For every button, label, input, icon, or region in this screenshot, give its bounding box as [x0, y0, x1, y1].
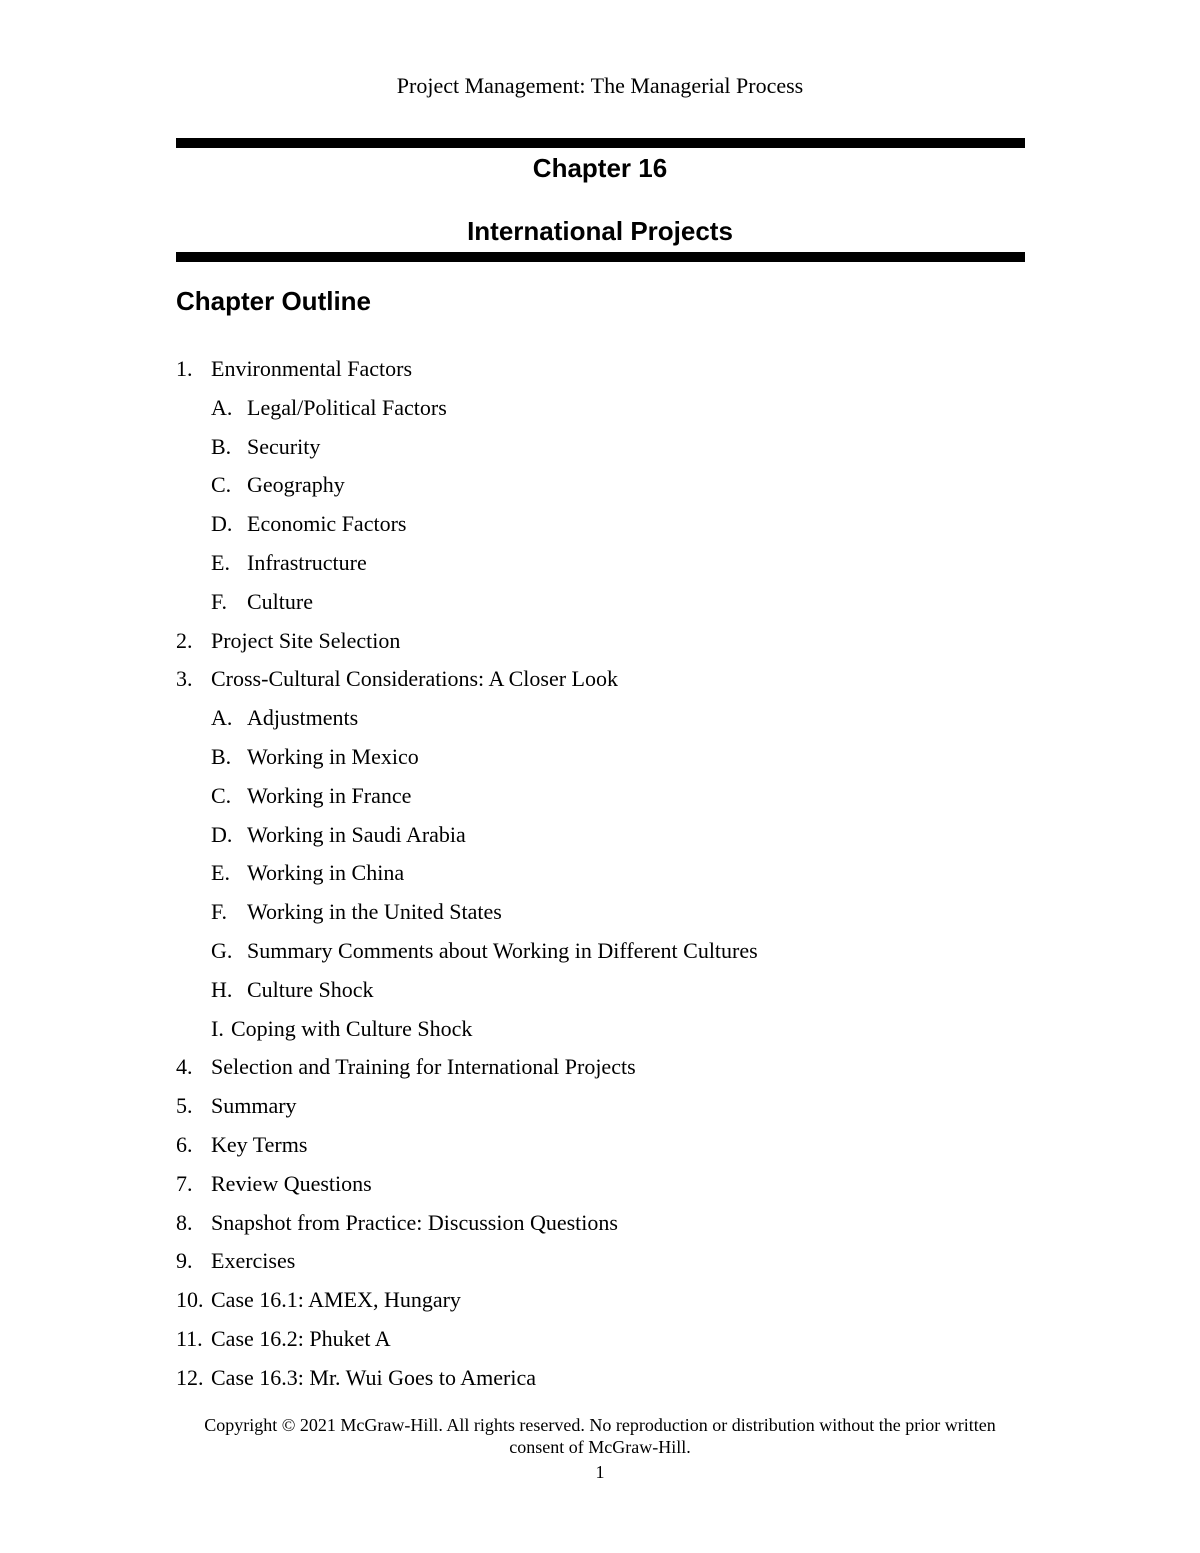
outline-item-text: Security [247, 433, 321, 459]
outline-item-key-terms [176, 1128, 1036, 1167]
outline-item-number: 4. [176, 1054, 193, 1080]
chapter-title: International Projects [467, 216, 733, 246]
outline-item-number: 1. [176, 356, 193, 381]
outline-item-number: I. [211, 1015, 224, 1041]
outline-item-text: Summary Comments about Working in Different Cultures [247, 937, 758, 963]
outline-item-text: Environmental Factors [211, 356, 413, 381]
outline-item-number: E. [211, 549, 230, 575]
outline-subitem-geography [176, 468, 1036, 507]
outline-item-text: Selection and Training for International Projects [211, 1054, 636, 1080]
outline-item-number: G. [211, 937, 233, 963]
outline-subitem-united-states [176, 895, 1036, 934]
outline-item-number: 8. [176, 1209, 193, 1235]
outline-item-text: Working in Saudi Arabia [247, 821, 466, 847]
outline-item-text: Culture [247, 588, 313, 614]
chapter-outline-list [176, 352, 1036, 1400]
page-number: 1 [595, 1462, 605, 1482]
outline-item-number: 6. [176, 1131, 193, 1157]
outline-item-text: Summary [211, 1093, 297, 1119]
outline-item-number: C. [211, 472, 232, 498]
outline-item-case-16-1 [176, 1283, 1036, 1322]
outline-item-text: Cross-Cultural Considerations: A Closer Look [211, 666, 618, 692]
outline-item-number: A. [211, 394, 233, 420]
outline-item-number: 11. [176, 1325, 203, 1351]
copyright-notice: Copyright © 2021 McGraw-Hill. All rights reserved. No reproduction or distribution without the prior written consent of McGraw-Hill. [204, 1415, 996, 1457]
chapter-number: Chapter 16 [532, 153, 668, 183]
outline-item-number: E. [211, 860, 230, 886]
outline-item-text: Working in China [247, 860, 405, 886]
outline-subitem-china [176, 856, 1036, 895]
outline-item-number: 12. [176, 1364, 204, 1390]
outline-item-number: D. [211, 821, 233, 847]
outline-heading: Chapter Outline [176, 286, 372, 316]
outline-item-text: Working in France [247, 782, 412, 808]
outline-item-case-16-3 [176, 1361, 1036, 1400]
outline-item-text: Exercises [211, 1248, 296, 1274]
outline-item-number: B. [211, 433, 232, 459]
outline-item-selection-training [176, 1050, 1036, 1089]
outline-item-number: 5. [176, 1093, 193, 1119]
outline-subitem-saudi-arabia [176, 818, 1036, 857]
outline-item-text: Snapshot from Practice: Discussion Questions [211, 1209, 618, 1235]
outline-item-summary [176, 1089, 1036, 1128]
outline-subitem-coping [176, 1012, 1036, 1051]
outline-item-text: Working in Mexico [247, 743, 419, 769]
outline-subitem-security [176, 430, 1036, 469]
outline-subitem-summary-comments [176, 934, 1036, 973]
outline-subitem-france [176, 779, 1036, 818]
outline-item-number: H. [211, 976, 233, 1002]
outline-item-number: 9. [176, 1248, 193, 1274]
outline-item-number: F. [211, 899, 227, 925]
outline-item-number: 7. [176, 1170, 193, 1196]
outline-item-number: D. [211, 511, 233, 537]
outline-item-number: A. [211, 705, 233, 731]
outline-subitem-culture-shock [176, 973, 1036, 1012]
outline-subitem-culture [176, 585, 1036, 624]
outline-subitem-infrastructure [176, 546, 1036, 585]
outline-item-number: B. [211, 743, 232, 769]
outline-item-number: F. [211, 588, 227, 614]
top-rule [176, 138, 1025, 148]
running-header: Project Management: The Managerial Process [396, 73, 804, 98]
outline-subitem-mexico [176, 740, 1036, 779]
outline-item-number: C. [211, 782, 232, 808]
outline-subitem-economic-factors [176, 507, 1036, 546]
outline-item-environmental-factors [176, 352, 1036, 391]
outline-item-text: Infrastructure [247, 549, 367, 575]
outline-item-case-16-2 [176, 1322, 1036, 1361]
outline-item-text: Case 16.1: AMEX, Hungary [211, 1287, 461, 1313]
outline-item-text: Key Terms [211, 1131, 308, 1157]
bottom-rule [176, 252, 1025, 262]
outline-item-project-site-selection [176, 624, 1036, 663]
outline-item-cross-cultural [176, 662, 1036, 701]
outline-item-text: Economic Factors [247, 511, 407, 537]
outline-item-text: Review Questions [211, 1170, 372, 1196]
outline-subitem-legal-political [176, 391, 1036, 430]
outline-item-text: Legal/Political Factors [247, 394, 447, 420]
outline-item-snapshot [176, 1206, 1036, 1245]
outline-item-text: Coping with Culture Shock [231, 1015, 473, 1041]
outline-item-exercises [176, 1244, 1036, 1283]
outline-item-text: Case 16.3: Mr. Wui Goes to America [211, 1364, 536, 1390]
outline-item-text: Culture Shock [247, 976, 374, 1002]
outline-item-number: 10. [176, 1287, 204, 1313]
outline-item-text: Case 16.2: Phuket A [211, 1325, 391, 1351]
outline-item-review-questions [176, 1167, 1036, 1206]
outline-item-number: 3. [176, 666, 193, 692]
outline-item-text: Working in the United States [247, 899, 502, 925]
outline-item-text: Adjustments [247, 705, 359, 731]
outline-subitem-adjustments [176, 701, 1036, 740]
outline-item-number: 2. [176, 627, 193, 653]
outline-item-text: Project Site Selection [211, 627, 401, 653]
outline-item-text: Geography [247, 472, 345, 498]
